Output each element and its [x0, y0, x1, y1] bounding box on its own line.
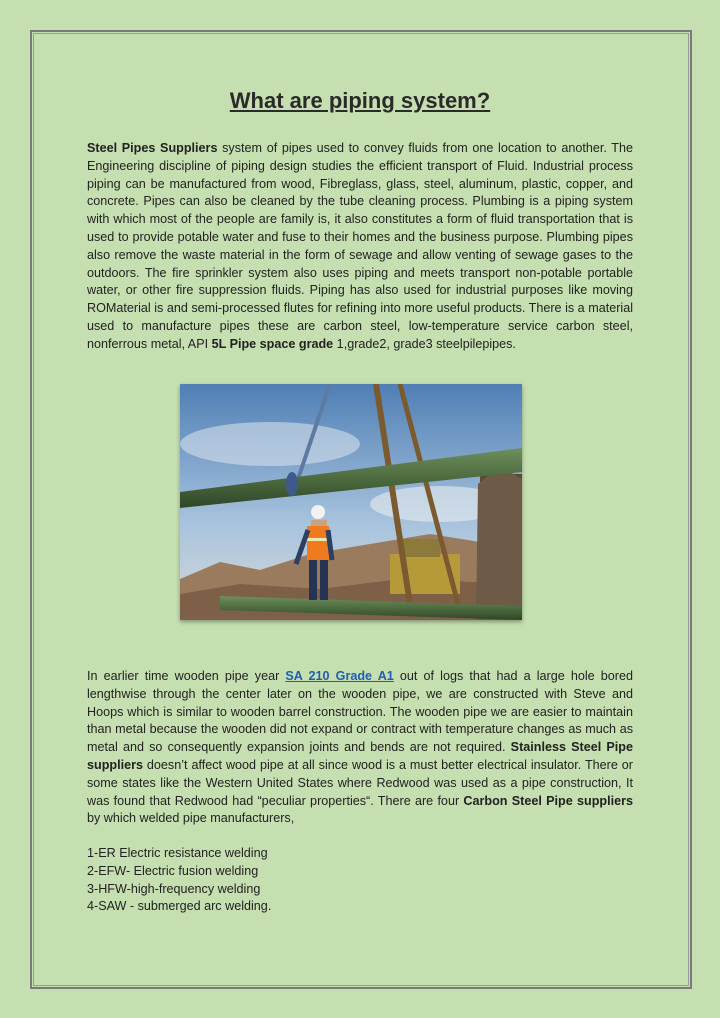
list-item: 2-EFW- Electric fusion welding [87, 863, 259, 878]
history-paragraph [87, 668, 633, 828]
history-text-1: In earlier time wooden pipe year [87, 669, 286, 683]
list-item: 3-HFW-high-frequency welding [87, 881, 261, 896]
carbon-steel-term: Carbon Steel Pipe suppliers [463, 793, 633, 808]
sa-210-grade-a1-link[interactable]: SA 210 Grade A1 [285, 669, 394, 683]
intro-text-1: system of pipes used to convey fluids from one location to another. The Engineering discipline of piping design studies the efficient transport of Fluid. Industrial process piping can be manufactured from wood, Fibreglass, glass, steel, aluminum, plastic, copper, and concrete. Pipes can also be cleaned by the tube cleaning process. Plumbing is a piping system with which most of the people are family is, it also constitutes a form of fluid transportation that is used to provide potable water and fuse to their homes and the business purpose. Plumbing pipes also remove the waste material in the form of sewage and allow venting of sewage gases to the outdoors. The fire sprinkler system also uses piping and meets transport non-potable portable water, or other fire suppression fluids. Piping has also used for industrial purposes like moving ROMaterial is and semi-processed flutes for refining into more useful products. There is a material used to manufacture pipes these are carbon steel, low-temperature service carbon steel, nonferrous metal, API [87, 141, 633, 351]
history-text-2: out of logs that had a large hole bored lengthwise through the center later on the wooden pipe, we are constructed with Steve and Hoops which is similar to wooden barrel construction. The wooden pipe we are easier to maintain than metal because the wooden did not expand or contract with temperature changes as much as metal and so consequently expansion joints and bends are not required. [87, 669, 633, 755]
stainless-steel-term: Stainless Steel Pipe suppliers [87, 740, 633, 772]
5l-pipe-term: 5L Pipe space grade [211, 336, 334, 351]
list-item: 1-ER Electric resistance welding [87, 846, 268, 860]
intro-paragraph [87, 140, 633, 354]
welding-list [87, 845, 271, 916]
intro-text-2: 1,grade2, grade3 steelpilepipes. [333, 336, 516, 351]
page-title: What are piping system? [229, 88, 491, 113]
history-text-3: doesn’t affect wood pipe at all since wood is a must better electrical insulator. There or some states like the Western United States where Redwood was used as a pipe construction, It was found that Redwood had “peculiar properties“. There are four [87, 757, 633, 808]
list-item: 4-SAW - submerged arc welding. [87, 899, 272, 914]
steel-pipes-suppliers-term: Steel Pipes Suppliers [87, 141, 218, 155]
pipeline-worker-photo [180, 384, 522, 620]
history-text-4: by which welded pipe manufacturers, [87, 811, 295, 826]
